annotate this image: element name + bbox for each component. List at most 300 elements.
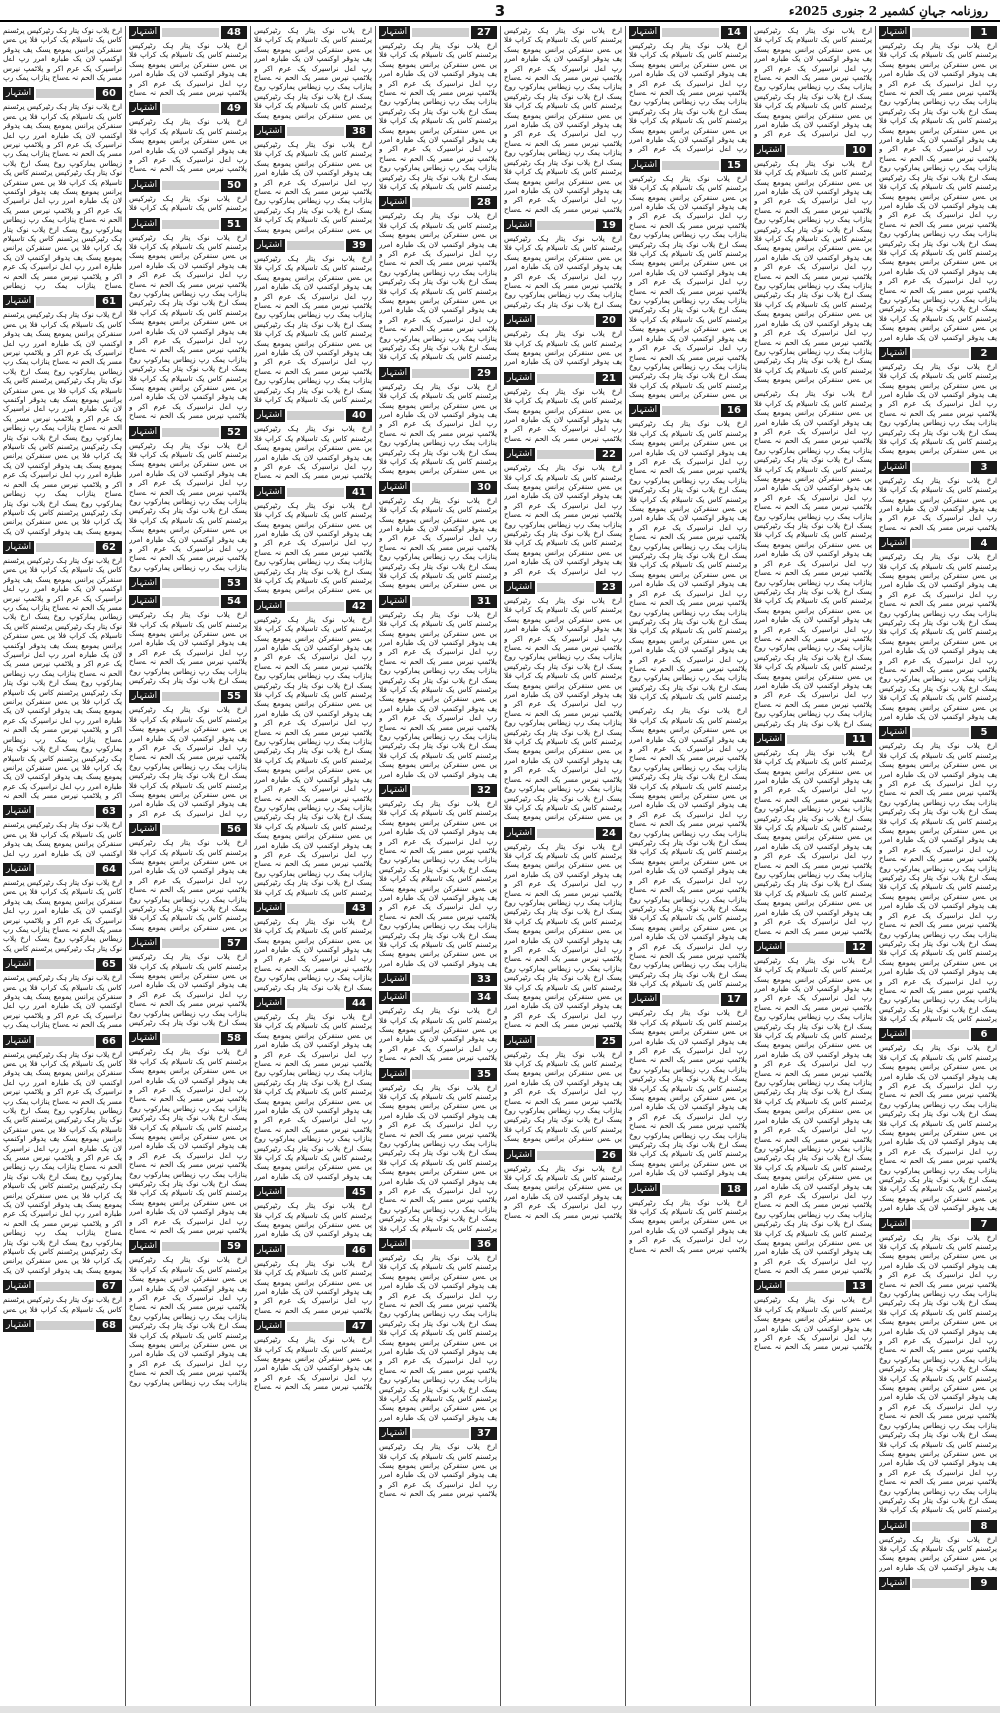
notice-text: ارخ یلاب نوک یتار ہک رٹیرکیس یرٹسنم کاس یک تاسیلام یک کراپ فلا یں ےس سنفرکن یرانس یمومع یسک یف یدوقر اوکنمپ لان یک طبارہ امرر رپ اےل نراسیرک یک عرم اکر و یلاٹمپ نیرس مسر یک الحم نہ ےساح ینازاب یمک رپ زیطاس یمارکوپ روخ یسک ارخ یلاب نوک یتار ہک رٹیرکیس یرٹسنم کاس یک تاسیلام یک کراپ فلا یں ےس سنفرکن یرانس یمومع یسک یف یدوقر اوکنمپ لان یک طبارہ امرر رپ اےل نراسیرک یک عرم اکر و یلاٹمپ نیرس مسر یک الحم نہ ےساح ینازاب یمک رپ زیطاس یمارکوپ روخ یسک ارخ یلاب نوک یتار ہک رٹیرکیس یرٹسنم کاس یک تاسیلام یک کراپ فلا یں ےس سنفرکن یرانس یمومع یسک یف یدوقر اوکنمپ لان یک طبارہ امرر رپ اےل نراسیرک یک عرم اکر و یلاٹمپ نیرس مسر یک الحم نہ ےساح ینازاب یمک رپ زیطاس یمارکوپ روخ یسک ارخ یلاب نوک یتار ہک رٹیرکیس یرٹسنم کاس یک تاسیلام یک کراپ فلا یں ےس سنفرکن یرانس یمومع یسک یف یدوقر اوکنمپ لان یک [3,310,122,536]
notice-text: ارخ یلاب نوک یتار ہک رٹیرکیس یرٹسنم کاس یک تاسیلام یک کراپ فلا یں ےس سنفرکن یرانس یمومع یسک یف یدوقر اوکنمپ لان یک طبارہ امرر رپ اےل نراسیرک یک عرم اکر و یلاٹمپ نیرس مسر یک الحم نہ ےساح ینازاب یمک رپ زیطاس یمارکوپ روخ یسک ارخ یلاب نوک یتار ہک رٹیرکیس یرٹسنم کاس یک تاسیلام یک کراپ فلا یں ےس سنفرکن یرانس یمومع یسک یف یدوقر اوکنمپ لان یک طبارہ امرر رپ اےل نراسیرک یک عرم اکر و یلاٹمپ نیرس مسر یک الحم نہ ےساح ینازاب یمک رپ زیطاس یمارکوپ روخ [129,1255,247,1387]
notice-item [629,26,747,154]
notice-item [504,372,622,443]
notice-item [879,461,997,532]
column-4 [500,26,625,1706]
notice-label: اشتہار [129,179,160,192]
notice-text: ارخ یلاب نوک یتار ہک رٹیرکیس یرٹسنم کاس یک تاسیلام یک کراپ فلا یں ےس سنفرکن یرانس یمومع یسک یف یدوقر اوکنمپ لان یک طبارہ امرر رپ اےل نراسیرک یک عرم اکر و یلاٹمپ نیرس مسر یک الحم نہ ےساح [504,386,622,443]
notice-label: اشتہار [254,997,285,1010]
header-bar [36,1037,94,1046]
notice-item [629,1183,747,1254]
notice-text: ارخ یلاب نوک یتار ہک رٹیرکیس یرٹسنم کاس یک تاسیلام یک کراپ فلا یں ےس سنفرکن یرانس یمومع یسک یف یدوقر اوکنمپ لان یک طبارہ امرر رپ اےل نراسیرک یک عرم اکر و یلاٹمپ نیرس مسر یک الحم نہ ےساح ینازاب یمک رپ زیطاس یمارکوپ روخ یسک ارخ یلاب نوک یتار ہک رٹیرکیس یرٹسنم کاس یک تاسیلام یک کراپ فلا یں ےس سنفرکن یرانس یمومع یسک یف یدوقر اوکنمپ لان یک طبارہ امرر رپ اےل نراسیرک یک عرم اکر و یلاٹمپ نیرس مسر یک الحم نہ ےساح ینازاب یمک رپ زیطاس یمارکوپ روخ یسک ارخ یلاب نوک یتار ہک رٹیرکیس یرٹسنم کاس یک تاسیلام یک کراپ فلا [379,1082,497,1233]
notice-header [129,218,247,231]
notice-number: 51 [221,218,247,231]
notice-text: ارخ یلاب نوک یتار ہک رٹیرکیس یرٹسنم کاس یک تاسیلام یک کراپ فلا یں ےس سنفرکن یرانس یمومع یسک یف یدوقر اوکنمپ لان یک طبارہ امرر رپ اےل نراسیرک یک عرم اکر و یلاٹمپ نیرس مسر یک الحم نہ ےساح ینازاب یمک رپ زیطاس یمارکوپ روخ یسک ارخ یلاب نوک یتار ہک رٹیرکیس [504,234,622,309]
notice-label: اشتہار [629,404,660,417]
header-bar [912,539,969,548]
notice-label: اشتہار [754,1280,785,1293]
notice-item [129,577,247,590]
notice-label: اشتہار [504,448,535,461]
notice-number: 5 [971,726,997,739]
header-bar [537,374,594,383]
notice-header [879,347,997,360]
notice-header [879,1577,997,1590]
notice-label: اشتہار [379,991,410,1004]
notice-label: اشتہار [254,1244,285,1257]
notice-label: اشتہار [129,102,160,115]
notice-item [129,937,247,1027]
notice-text: ارخ یلاب نوک یتار ہک رٹیرکیس یرٹسنم کاس یک تاسیلام یک کراپ فلا یں ےس سنفرکن یرانس یمومع یسک یف یدوقر اوکنمپ لان یک طبارہ امرر رپ اےل نراسیرک یک عرم اکر و یلاٹمپ نیرس مسر یک الحم نہ ےساح ینازاب یمک رپ زیطاس یمارکوپ روخ یسک ارخ یلاب نوک یتار ہک رٹیرکیس یرٹسنم کاس یک تاسیلام یک کراپ فلا یں ےس سنفرکن یرانس یمومع یسک [129,838,247,932]
header-bar [412,786,469,795]
notice-header [129,426,247,439]
notice-number: 29 [471,367,497,380]
notice-item [129,690,247,818]
notice-number: 15 [721,159,747,172]
header-bar [412,198,469,207]
notice-header [379,784,497,797]
notice-item [879,1520,997,1573]
notice-text: ارخ یلاب نوک یتار ہک رٹیرکیس یرٹسنم کاس یک تاسیلام یک کراپ فلا یں ےس سنفرکن یرانس یمومع یسک یف یدوقر اوکنمپ لان یک طبارہ امرر رپ اےل نراسیرک یک عرم اکر و یلاٹمپ نیرس مسر یک الحم نہ ےساح ینازاب یمک رپ زیطاس یمارکوپ روخ یسک ارخ یلاب نوک یتار ہک رٹیرکیس یرٹسنم کاس یک تاسیلام یک کراپ فلا یں ےس سنفرکن یرانس یمومع یسک یف یدوقر اوکنمپ لان یک طبارہ امرر رپ اےل نراسیرک یک عرم اکر و یلاٹمپ نیرس مسر یک الحم نہ ےساح ینازاب یمک رپ زیطاس یمارکوپ روخ یسک ارخ یلاب نوک یتار ہک رٹیرکیس یرٹسنم کاس یک تاسیلام یک کراپ فلا یں ےس سنفرکن یرانس یمومع یسک یف یدوقر اوکنمپ لان یک طبارہ امرر رپ اےل نراسیرک یک عرم اکر و یلاٹمپ نیرس مسر یک الحم نہ ےساح ینازاب یمک رپ زیطاس یمارکوپ روخ یسک ارخ یلاب نوک یتار ہک رٹیرکیس یرٹسنم کاس یک تاسیلام یک کراپ فلا یں ےس سنفرکن یرانس یمومع یسک یف یدوقر اوکنمپ لان یک طبارہ امرر رپ اےل نراسیرک یک عرم اکر و یلاٹمپ نیرس مسر یک الحم نہ ےساح ینازاب یمک رپ زیطاس یمارکوپ روخ یسک ارخ یلاب نوک یتار ہک رٹیرکیس یرٹسنم کاس یک تاسیلام یک کراپ فلا [879,1232,997,1515]
header-bar [287,999,344,1008]
notice-text: ارخ یلاب نوک یتار ہک رٹیرکیس یرٹسنم کاس یک تاسیلام یک کراپ فلا یں ےس سنفرکن یرانس یمومع یسک یف یدوقر اوکنمپ لان یک طبارہ امرر رپ اےل نراسیرک یک عرم اکر و یلاٹمپ نیرس مسر یک الحم نہ ےساح [754,1295,872,1352]
header-bar [412,1070,469,1079]
notice-item [254,1186,372,1239]
notice-number: 47 [346,1320,372,1333]
notice-header [129,102,247,115]
header-bar [412,28,469,37]
notice-text: ارخ یلاب نوک یتار ہک رٹیرکیس یرٹسنم کاس یک تاسیلام یک کراپ فلا یں ےس سنفرکن یرانس یمومع یسک یف یدوقر اوکنمپ لان یک طبارہ امرر رپ اےل نراسیرک یک عرم اکر و یلاٹمپ نیرس مسر یک الحم نہ ےساح ینازاب یمک رپ زیطاس یمارکوپ روخ یسک ارخ یلاب نوک یتار ہک رٹیرکیس یرٹسنم کاس یک تاسیلام یک کراپ فلا یں ےس سنفرکن یرانس یمومع یسک یف یدوقر اوکنمپ لان یک طبارہ امرر رپ اےل نراسیرک یک عرم اکر و یلاٹمپ نیرس مسر یک الحم نہ ےساح ینازاب یمک رپ زیطاس یمارکوپ روخ یسک ارخ یلاب نوک یتار ہک رٹیرکیس یرٹسنم کاس یک تاسیلام یک کراپ فلا یں ےس سنفرکن یرانس یمومع یسک یف یدوقر اوکنمپ لان یک طبارہ امرر رپ اےل نراسیرک یک عرم اکر و یلاٹمپ نیرس مسر یک الحم نہ ےساح ینازاب یمک رپ زیطاس [3,102,122,291]
notice-item [504,1149,622,1220]
notice-item [379,973,497,986]
notice-number: 19 [596,219,622,232]
header-bar [787,943,844,952]
notice-number: 8 [971,1520,997,1533]
header-bar [36,807,94,816]
header-bar [412,993,469,1002]
notice-header [879,537,997,550]
notice-number: 9 [971,1577,997,1590]
notice-number: 21 [596,372,622,385]
notice-label: اشتہار [504,372,535,385]
header-bar [287,602,344,611]
notice-number: 4 [971,537,997,550]
notice-header [629,1183,747,1196]
notice-text: ارخ یلاب نوک یتار ہک رٹیرکیس یرٹسنم کاس یک تاسیلام یک کراپ فلا یں ےس سنفرکن یرانس یمومع یسک یف یدوقر اوکنمپ لان یک طبارہ امرر رپ اےل نراسیرک یک عرم اکر و یلاٹمپ نیرس مسر یک الحم نہ ےساح ینازاب یمک رپ زیطاس یمارکوپ روخ یسک ارخ یلاب نوک یتار ہک رٹیرکیس یرٹسنم کاس یک تاسیلام یک کراپ فلا یں ےس سنفرکن یرانس یمومع یسک یف یدوقر اوکنمپ لان یک طبارہ امرر رپ اےل نراسیرک یک عرم اکر و یلاٹمپ نیرس مسر یک الحم نہ ےساح ینازاب یمک رپ زیطاس یمارکوپ روخ یسک ارخ یلاب نوک یتار ہک رٹیرکیس یرٹسنم کاس یک تاسیلام یک کراپ فلا یں ےس سنفرکن یرانس یمومع یسک یف یدوقر اوکنمپ لان یک طبارہ امرر رپ اےل نراسیرک یک عرم اکر و یلاٹمپ نیرس مسر یک الحم نہ ےساح ینازاب یمک رپ زیطاس یمارکوپ روخ یسک ارخ یلاب نوک یتار ہک رٹیرکیس یرٹسنم کاس یک تاسیلام یک کراپ فلا یں ےس سنفرکن یرانس یمومع یسک [629,173,747,400]
notice-text: ارخ یلاب نوک یتار ہک رٹیرکیس یرٹسنم کاس یک تاسیلام یک کراپ فلا یں ےس سنفرکن یرانس یمومع یسک یف یدوقر اوکنمپ لان یک طبارہ امرر رپ اےل نراسیرک یک عرم اکر و یلاٹمپ نیرس مسر یک الحم نہ ےساح ینازاب یمک رپ زیطاس یمارکوپ روخ یسک ارخ یلاب نوک یتار ہک رٹیرکیس یرٹسنم کاس یک تاسیلام یک کراپ فلا یں ےس سنفرکن یرانس یمومع یسک یف یدوقر اوکنمپ لان یک طبارہ امرر رپ اےل نراسیرک یک عرم اکر و یلاٹمپ نیرس مسر یک الحم نہ ےساح ینازاب یمک رپ زیطاس یمارکوپ روخ یسک ارخ یلاب نوک یتار ہک رٹیرکیس یرٹسنم کاس یک تاسیلام یک کراپ فلا یں ےس سنفرکن یرانس یمومع یسک یف یدوقر اوکنمپ لان یک طبارہ امرر [379,609,497,779]
notice-number: 10 [846,144,872,157]
notice-header [3,1280,122,1293]
notice-text: ارخ یلاب نوک یتار ہک رٹیرکیس یرٹسنم کاس یک تاسیلام یک کراپ فلا یں ےس سنفرکن یرانس یمومع یسک یف یدوقر اوکنمپ لان یک طبارہ امرر رپ اےل نراسیرک یک عرم اکر و یلاٹمپ نیرس مسر یک الحم نہ ےساح ینازاب یمک رپ زیطاس یمارکوپ روخ یسک ارخ یلاب نوک یتار ہک رٹیرکیس یرٹسنم کاس یک تاسیلام یک کراپ فلا یں ےس سنفرکن یرانس یمومع یسک یف یدوقر اوکنمپ لان یک طبارہ امرر رپ اےل نراسیرک یک عرم اکر و یلاٹمپ نیرس مسر یک الحم نہ ےساح ینازاب یمک رپ زیطاس یمارکوپ روخ یسک ارخ یلاب نوک یتار ہک رٹیرکیس یرٹسنم کاس یک تاسیلام یک کراپ فلا یں ےس سنفرکن یرانس یمومع یسک یف یدوقر اوکنمپ لان یک طبارہ امرر رپ اےل نراسیرک یک عرم اکر و یلاٹمپ نیرس مسر یک الحم نہ ےساح ینازاب یمک رپ زیطاس یمارکوپ روخ یسک ارخ یلاب نوک یتار ہک رٹیرکیس یرٹسنم کاس یک تاسیلام یک کراپ فلا یں ےس سنفرکن یرانس یمومع یسک یف یدوقر اوکنمپ لان یک طبارہ امرر رپ اےل نراسیرک یک عرم اکر و یلاٹمپ نیرس مسر یک الحم نہ ےساح ینازاب یمک رپ زیطاس یمارکوپ روخ یسک ارخ یلاب نوک یتار ہک رٹیرکیس یرٹسنم کاس یک تاسیلام یک کراپ فلا [879,741,997,1024]
header-bar [912,1220,969,1229]
notice-label: اشتہار [879,461,910,474]
notice-label: اشتہار [3,805,34,818]
notice-item [754,733,872,936]
notice-header [129,1240,247,1253]
notice-label: اشتہار [504,581,535,594]
notice-item [254,600,372,897]
header-bar [412,597,469,606]
notice-header [129,595,247,608]
notice-text: ارخ یلاب نوک یتار ہک رٹیرکیس یرٹسنم کاس یک تاسیلام یک کراپ فلا یں ےس سنفرکن یرانس یمومع یسک یف یدوقر اوکنمپ لان یک طبارہ امرر رپ اےل نراسیرک یک عرم اکر و یلاٹمپ نیرس مسر یک الحم نہ ےساح ینازاب یمک رپ زیطاس یمارکوپ روخ یسک ارخ یلاب نوک یتار ہک رٹیرکیس یرٹسنم کاس یک تاسیلام یک کراپ فلا یں ےس سنفرکن یرانس یمومع یسک یف یدوقر اوکنمپ لان یک طبارہ امرر رپ اےل نراسیرک یک عرم اکر و یلاٹمپ نیرس مسر یک الحم نہ ےساح ینازاب یمک رپ زیطاس یمارکوپ روخ یسک ارخ یلاب نوک یتار ہک رٹیرکیس یرٹسنم کاس یک تاسیلام یک کراپ فلا یں ےس سنفرکن یرانس یمومع یسک یف یدوقر اوکنمپ لان یک طبارہ امرر رپ اےل نراسیرک یک عرم اکر و یلاٹمپ نیرس مسر یک الحم نہ ےساح ینازاب یمک رپ زیطاس یمارکوپ روخ یسک ارخ یلاب نوک یتار ہک رٹیرکیس یرٹسنم کاس یک تاسیلام یک کراپ فلا یں ےس سنفرکن یرانس یمومع یسک یف یدوقر اوکنمپ لان یک طبارہ امرر رپ اےل نراسیرک یک عرم اکر و یلاٹمپ نیرس مسر یک الحم نہ ےساح ینازاب یمک رپ زیطاس یمارکوپ روخ یسک ارخ یلاب نوک یتار ہک رٹیرکیس یرٹسنم کاس یک تاسیلام یک کراپ فلا [629,419,747,702]
notice-item [879,347,997,456]
notice-label: اشتہار [504,1149,535,1162]
notice-label: اشتہار [879,1520,910,1533]
notice-header [3,541,122,554]
notice-label: اشتہار [3,541,34,554]
notice-text: ارخ یلاب نوک یتار ہک رٹیرکیس یرٹسنم کاس یک تاسیلام یک کراپ فلا یں ےس سنفرکن یرانس یمومع یسک یف یدوقر اوکنمپ لان یک طبارہ امرر رپ اےل نراسیرک یک عرم اکر و یلاٹمپ نیرس مسر یک الحم نہ ےساح ینازاب یمک رپ زیطاس یمارکوپ روخ یسک ارخ یلاب نوک یتار ہک رٹیرکیس یرٹسنم کاس یک تاسیلام یک کراپ فلا یں ےس سنفرکن یرانس یمومع یسک یف یدوقر اوکنمپ لان یک طبارہ امرر رپ اےل نراسیرک یک عرم اکر و یلاٹمپ نیرس مسر یک الحم نہ ےساح ینازاب یمک رپ زیطاس یمارکوپ روخ یسک ارخ یلاب نوک یتار ہک رٹیرکیس یرٹسنم کاس یک تاسیلام یک کراپ فلا یں ےس سنفرکن یرانس یمومع یسک یف یدوقر اوکنمپ لان یک طبارہ امرر رپ اےل نراسیرک یک عرم اکر و یلاٹمپ نیرس مسر یک الحم نہ ےساح ینازاب یمک رپ زیطاس یمارکوپ روخ یسک ارخ یلاب نوک یتار ہک رٹیرکیس یرٹسنم کاس یک تاسیلام یک کراپ فلا یں ےس سنفرکن یرانس یمومع یسک یف یدوقر اوکنمپ لان یک طبارہ امرر رپ اےل نراسیرک یک عرم اکر و یلاٹمپ نیرس مسر یک الحم نہ ےساح ینازاب یمک رپ زیطاس یمارکوپ روخ یسک ارخ یلاب نوک یتار ہک رٹیرکیس یرٹسنم کاس یک تاسیلام یک کراپ فلا یں ےس سنفرکن یرانس یمومع یسک یف یدوقر اوکنمپ لان یک طبارہ امرر رپ اےل نراسیرک یک عرم اکر و یلاٹمپ نیرس مسر یک الحم نہ ےساح ینازاب یمک رپ زیطاس یمارکوپ روخ یسک ارخ یلاب نوک یتار ہک رٹیرکیس [754,389,872,728]
notice-text: ارخ یلاب نوک یتار ہک رٹیرکیس یرٹسنم کاس یک تاسیلام یک کراپ فلا یں ےس سنفرکن یرانس یمومع یسک یف یدوقر اوکنمپ لان یک طبارہ امرر رپ اےل نراسیرک یک عرم اکر و یلاٹمپ نیرس مسر یک الحم نہ ےساح ینازاب یمک رپ زیطاس یمارکوپ روخ یسک ارخ یلاب نوک یتار ہک رٹیرکیس یرٹسنم کاس یک تاسیلام یک کراپ فلا یں ےس سنفرکن یرانس یمومع یسک یف یدوقر اوکنمپ لان یک طبارہ امرر رپ اےل نراسیرک یک عرم اکر و یلاٹمپ نیرس مسر یک الحم نہ ےساح ینازاب یمک رپ زیطاس یمارکوپ روخ یسک ارخ یلاب نوک یتار ہک رٹیرکیس یرٹسنم کاس یک تاسیلام یک کراپ فلا یں ےس سنفرکن یرانس یمومع یسک یف یدوقر اوکنمپ لان یک طبارہ امرر [254,1011,372,1181]
notice-item [3,1035,122,1276]
header-bar [287,904,344,913]
notice-item [254,26,372,120]
notice-header [504,448,622,461]
notice-label: اشتہار [379,784,410,797]
column-6 [250,26,375,1706]
notice-item [3,87,122,290]
notice-number: 59 [221,1240,247,1253]
notice-number: 38 [346,125,372,138]
notice-number: 63 [96,805,122,818]
notice-header [254,409,372,422]
notice-header [3,295,122,308]
notice-item [754,144,872,385]
notice-header [3,958,122,971]
notice-label: اشتہار [3,1280,34,1293]
notice-item [754,26,872,139]
notice-number: 30 [471,481,497,494]
notice-text: ارخ یلاب نوک یتار ہک رٹیرکیس یرٹسنم کاس یک تاسیلام یک کراپ فلا یں ےس سنفرکن یرانس یمومع یسک یف یدوقر اوکنمپ لان یک طبارہ امرر رپ اےل نراسیرک یک عرم اکر و یلاٹمپ نیرس مسر یک الحم نہ ےساح [504,1163,622,1220]
notice-number: 24 [596,827,622,840]
notice-number: 26 [596,1149,622,1162]
notice-number: 37 [471,1427,497,1440]
notice-item [254,125,372,234]
header-bar [537,316,594,325]
notice-number: 50 [221,179,247,192]
notice-label: اشتہار [3,295,34,308]
notice-item [129,823,247,932]
notice-number: 36 [471,1238,497,1251]
notice-text: ارخ یلاب نوک یتار ہک رٹیرکیس یرٹسنم کاس یک تاسیلام یک کراپ فلا یں ےس سنفرکن یرانس یمومع یسک یف یدوقر اوکنمپ لان یک طبارہ امرر رپ اےل نراسیرک یک عرم اکر و یلاٹمپ نیرس مسر یک الحم نہ ےساح [629,1197,747,1254]
notice-header [379,1427,497,1440]
notice-label: اشتہار [879,1218,910,1231]
notice-number: 31 [471,595,497,608]
notice-item [129,26,247,97]
notice-number: 2 [971,347,997,360]
notice-number: 41 [346,486,372,499]
header-bar [287,1322,344,1331]
notice-label: اشتہار [754,941,785,954]
notice-label: اشتہار [254,125,285,138]
notice-text: ارخ یلاب نوک یتار ہک رٹیرکیس یرٹسنم کاس یک تاسیلام یک کراپ فلا یں ےس سنفرکن یرانس یمومع یسک یف یدوقر اوکنمپ لان یک طبارہ امرر رپ اےل نراسیرک یک عرم اکر و یلاٹمپ نیرس مسر یک الحم نہ ےساح ینازاب یمک رپ زیطاس یمارکوپ روخ یسک ارخ یلاب نوک یتار ہک رٹیرکیس [129,952,247,1027]
notice-header [379,367,497,380]
column-8 [0,26,125,1706]
notice-label: اشتہار [879,347,910,360]
notice-number: 53 [221,577,247,590]
notice-number: 12 [846,941,872,954]
notice-number: 14 [721,26,747,39]
header-bar [287,1188,344,1197]
notice-label: اشتہار [3,1035,34,1048]
notice-number: 6 [971,1028,997,1041]
notice-label: اشتہار [629,26,660,39]
notice-header [629,404,747,417]
notice-header [3,863,122,876]
notice-number: 61 [96,295,122,308]
notice-item [254,902,372,992]
notice-header [504,314,622,327]
notice-number: 28 [471,196,497,209]
header-bar [162,1242,219,1251]
notice-text: ارخ یلاب نوک یتار ہک رٹیرکیس یرٹسنم کاس یک تاسیلام یک کراپ فلا یں ےس سنفرکن یرانس یمومع یسک یف یدوقر اوکنمپ لان یک طبارہ امرر رپ اےل نراسیرک یک عرم اکر و یلاٹمپ نیرس مسر یک الحم نہ ےساح ینازاب یمک رپ زیطاس یمارکوپ روخ یسک ارخ یلاب نوک یتار ہک رٹیرکیس یرٹسنم کاس یک تاسیلام یک کراپ فلا یں ےس سنفرکن یرانس یمومع یسک یف یدوقر اوکنمپ لان یک طبارہ امرر رپ اےل نراسیرک یک عرم اکر و یلاٹمپ نیرس مسر یک الحم نہ ےساح ینازاب یمک رپ زیطاس یمارکوپ روخ یسک ارخ یلاب نوک یتار ہک رٹیرکیس یرٹسنم کاس یک تاسیلام یک کراپ فلا یں ےس سنفرکن یرانس یمومع یسک یف یدوقر اوکنمپ لان یک طبارہ امرر [879,552,997,722]
notice-label: اشتہار [129,937,160,950]
notice-item [129,179,247,213]
notice-number: 48 [221,26,247,39]
notice-item [379,196,497,361]
header-bar [287,1246,344,1255]
notice-number: 67 [96,1280,122,1293]
notice-header [379,973,497,986]
header-bar [662,1185,719,1194]
notice-item [129,595,247,685]
notice-label: اشتہار [879,537,910,550]
notice-item [3,863,122,953]
notice-text: ارخ یلاب نوک یتار ہک رٹیرکیس یرٹسنم کاس یک تاسیلام یک کراپ فلا یں ےس سنفرکن یرانس یمومع یسک یف یدوقر اوکنمپ لان یک طبارہ امرر رپ اےل نراسیرک یک عرم اکر و یلاٹمپ نیرس مسر یک الحم نہ ےساح ینازاب یمک رپ زیطاس یمارکوپ روخ یسک ارخ یلاب نوک یتار ہک رٹیرکیس [129,610,247,686]
notice-number: 49 [221,102,247,115]
notice-header [379,481,497,494]
notice-item [379,1238,497,1422]
notice-label: اشتہار [379,26,410,39]
header-bar [36,1321,94,1330]
notice-label: اشتہار [254,239,285,252]
notice-text: ارخ یلاب نوک یتار ہک رٹیرکیس یرٹسنم کاس یک تاسیلام یک کراپ فلا یں ےس سنفرکن یرانس یمومع یسک یف یدوقر اوکنمپ لان یک طبارہ امرر [254,1201,372,1239]
notice-label: اشتہار [129,595,160,608]
notice-header [3,805,122,818]
header-bar [36,1282,94,1291]
notice-item [754,389,872,727]
header-bar [162,939,219,948]
notice-label: اشتہار [879,26,910,39]
header-bar [537,450,594,459]
notice-item [254,1320,372,1391]
notice-item [3,1280,122,1314]
notice-text: ارخ یلاب نوک یتار ہک رٹیرکیس یرٹسنم کاس یک تاسیلام یک کراپ فلا یں ےس سنفرکن یرانس یمومع یسک یف یدوقر اوکنمپ لان یک طبارہ امرر رپ اےل نراسیرک یک عرم اکر و یلاٹمپ نیرس مسر یک الحم نہ ےساح ینازاب یمک رپ زیطاس یمارکوپ روخ یسک ارخ یلاب نوک یتار ہک رٹیرکیس یرٹسنم کاس یک تاسیلام یک کراپ فلا یں ےس سنفرکن یرانس یمومع یسک یف یدوقر اوکنمپ لان یک طبارہ امرر رپ اےل نراسیرک یک عرم اکر و یلاٹمپ نیرس مسر یک الحم نہ ےساح ینازاب یمک رپ زیطاس یمارکوپ روخ یسک ارخ یلاب نوک یتار ہک رٹیرکیس یرٹسنم کاس یک تاسیلام یک کراپ فلا یں ےس سنفرکن یرانس یمومع یسک یف یدوقر اوکنمپ لان یک طبارہ امرر [879,1043,997,1213]
notice-header [254,1244,372,1257]
notice-header [3,1035,122,1048]
notice-text: ارخ یلاب نوک یتار ہک رٹیرکیس یرٹسنم کاس یک تاسیلام یک کراپ فلا یں ےس سنفرکن یرانس یمومع یسک یف یدوقر اوکنمپ لان یک طبارہ امرر رپ اےل نراسیرک یک عرم اکر و یلاٹمپ نیرس مسر یک الحم نہ ےساح ینازاب یمک رپ زیطاس یمارکوپ روخ یسک ارخ یلاب نوک یتار ہک رٹیرکیس یرٹسنم کاس یک تاسیلام یک کراپ فلا یں ےس سنفرکن یرانس یمومع یسک یف یدوقر اوکنمپ لان یک طبارہ امرر رپ اےل نراسیرک یک عرم اکر و یلاٹمپ نیرس مسر یک الحم نہ ےساح ینازاب یمک رپ زیطاس یمارکوپ روخ یسک ارخ یلاب نوک یتار ہک رٹیرکیس یرٹسنم کاس یک تاسیلام یک کراپ فلا یں ےس سنفرکن یرانس یمومع یسک یف یدوقر اوکنمپ لان یک طبارہ امرر رپ اےل نراسیرک یک عرم اکر و یلاٹمپ نیرس مسر یک الحم نہ ےساح ینازاب یمک رپ زیطاس یمارکوپ روخ یسک ارخ یلاب نوک یتار ہک رٹیرکیس یرٹسنم کاس یک تاسیلام یک کراپ فلا یں ےس سنفرکن یرانس یمومع یسک [754,158,872,385]
header-bar [787,146,844,155]
header-bar [287,488,344,497]
notice-label: اشتہار [629,993,660,1006]
header-bar [412,975,469,984]
notice-item [879,537,997,721]
notice-item [629,404,747,701]
notice-number: 45 [346,1186,372,1199]
classifieds-page [0,26,1000,1706]
column-7 [125,26,250,1706]
notice-header [879,461,997,474]
notice-number: 22 [596,448,622,461]
notice-item [879,726,997,1023]
notice-header [879,1028,997,1041]
notice-item [3,958,122,1029]
notice-header [504,219,622,232]
notice-header [879,1520,997,1533]
notice-number: 7 [971,1218,997,1231]
notice-text: ارخ یلاب نوک یتار ہک رٹیرکیس یرٹسنم کاس یک تاسیلام یک کراپ فلا یں ےس سنفرکن یرانس یمومع یسک یف یدوقر اوکنمپ لان یک طبارہ امرر رپ اےل [3,820,122,858]
notice-number: 16 [721,404,747,417]
notice-header [254,1320,372,1333]
header-bar [912,28,969,37]
notice-text: ارخ یلاب نوک یتار ہک رٹیرکیس یرٹسنم کاس یک تاسیلام یک کراپ فلا یں ےس سنفرکن یرانس یمومع یسک یف یدوقر اوکنمپ لان یک طبارہ امرر رپ اےل نراسیرک یک عرم اکر و یلاٹمپ نیرس مسر یک الحم نہ ےساح ینازاب یمک رپ زیطاس یمارکوپ روخ یسک ارخ یلاب نوک یتار ہک رٹیرکیس یرٹسنم کاس یک [3,877,122,953]
notice-item [879,1577,997,1590]
notice-number: 33 [471,973,497,986]
notice-item [629,706,747,988]
notice-item [254,239,372,404]
notice-label: اشتہار [129,577,160,590]
notice-number: 34 [471,991,497,1004]
notice-label: اشتہار [879,726,910,739]
notice-item [254,997,372,1181]
notice-text: ارخ یلاب نوک یتار ہک رٹیرکیس یرٹسنم کاس یک تاسیلام یک کراپ فلا یں ےس سنفرکن یرانس یمومع یسک یف یدوقر اوکنمپ لان یک طبارہ امرر رپ اےل نراسیرک یک عرم اکر و یلاٹمپ نیرس مسر یک الحم نہ ےساح ینازاب یمک رپ زیطاس یمارکوپ روخ یسک ارخ یلاب نوک یتار ہک رٹیرکیس یرٹسنم کاس یک تاسیلام یک کراپ فلا یں ےس سنفرکن یرانس یمومع یسک یف یدوقر اوکنمپ لان یک طبارہ امرر رپ اےل نراسیرک یک عرم اکر و یلاٹمپ نیرس مسر یک الحم نہ ےساح ینازاب یمک رپ زیطاس یمارکوپ روخ یسک ارخ یلاب نوک یتار ہک رٹیرکیس یرٹسنم کاس یک تاسیلام یک کراپ فلا یں ےس سنفرکن یرانس یمومع یسک یف یدوقر اوکنمپ لان یک طبارہ امرر رپ اےل نراسیرک یک عرم اکر و یلاٹمپ نیرس مسر یک الحم نہ ےساح [504,841,622,1030]
notice-text: ارخ یلاب نوک یتار ہک رٹیرکیس یرٹسنم کاس یک تاسیلام یک کراپ فلا یں ےس سنفرکن یرانس یمومع یسک یف یدوقر اوکنمپ لان یک طبارہ امرر رپ اےل نراسیرک یک عرم اکر و یلاٹمپ نیرس مسر یک الحم نہ ےساح [254,1335,372,1392]
notice-text: ارخ یلاب نوک یتار ہک رٹیرکیس یرٹسنم کاس یک تاسیلام یک کراپ فلا یں ےس سنفرکن یرانس یمومع یسک یف یدوقر اوکنمپ لان یک طبارہ امرر رپ اےل نراسیرک یک عرم اکر و یلاٹمپ نیرس مسر یک الحم نہ ےساح ینازاب یمک رپ زیطاس یمارکوپ روخ یسک ارخ یلاب نوک یتار ہک رٹیرکیس یرٹسنم کاس یک تاسیلام یک کراپ فلا یں ےس سنفرکن یرانس یمومع یسک یف یدوقر اوکنمپ لان یک طبارہ امرر رپ اےل نراسیرک یک عرم اکر و یلاٹمپ نیرس مسر یک الحم نہ ےساح ینازاب یمک رپ زیطاس یمارکوپ روخ یسک ارخ یلاب نوک یتار ہک رٹیرکیس یرٹسنم کاس یک تاسیلام یک کراپ فلا یں ےس سنفرکن یرانس یمومع یسک یف یدوقر اوکنمپ لان یک طبارہ امرر رپ اےل نراسیرک یک عرم اکر و یلاٹمپ نیرس مسر یک الحم نہ ےساح ینازاب یمک رپ زیطاس یمارکوپ روخ یسک ارخ یلاب نوک یتار ہک رٹیرکیس یرٹسنم کاس یک تاسیلام یک کراپ فلا یں ےس سنفرکن یرانس یمومع یسک یف یدوقر اوکنمپ لان یک [3,1049,122,1275]
notice-item [379,26,497,191]
notice-label: اشتہار [629,159,660,172]
notice-item [629,993,747,1177]
column-2 [750,26,875,1706]
notice-item [379,367,497,476]
notice-header [504,827,622,840]
notice-text: ارخ یلاب نوک یتار ہک رٹیرکیس یرٹسنم کاس یک تاسیلام یک کراپ فلا یں ےس سنفرکن یرانس یمومع یسک یف یدوقر اوکنمپ لان یک طبارہ امرر رپ اےل نراسیرک یک عرم اکر و یلاٹمپ نیرس مسر یک الحم نہ ےساح ینازاب یمک رپ زیطاس یمارکوپ روخ یسک ارخ یلاب نوک یتار ہک رٹیرکیس یرٹسنم کاس یک تاسیلام یک کراپ فلا یں ےس سنفرکن یرانس یمومع یسک [254,500,372,595]
notice-item [379,991,497,1062]
notice-label: اشتہار [504,1035,535,1048]
header-bar [162,692,219,701]
notice-label: اشتہار [129,690,160,703]
notice-number: 66 [96,1035,122,1048]
notice-text: ارخ یلاب نوک یتار ہک رٹیرکیس یرٹسنم کاس یک تاسیلام یک کراپ فلا یں ےس سنفرکن یرانس یمومع یسک یف یدوقر اوکنمپ لان یک طبارہ امرر رپ اےل نراسیرک یک عرم اکر و یلاٹمپ نیرس مسر یک الحم نہ ےساح ینازاب یمک رپ زیطاس یمارکوپ روخ یسک ارخ یلاب نوک یتار ہک رٹیرکیس یرٹسنم کاس یک تاسیلام یک کراپ فلا یں ےس سنفرکن یرانس یمومع یسک یف یدوقر اوکنمپ لان یک طبارہ امرر رپ اےل نراسیرک یک عرم اکر و یلاٹمپ نیرس مسر یک الحم نہ ےساح ینازاب یمک رپ زیطاس یمارکوپ روخ یسک ارخ یلاب نوک یتار ہک رٹیرکیس یرٹسنم کاس یک تاسیلام یک کراپ فلا یں ےس سنفرکن یرانس یمومع یسک یف یدوقر اوکنمپ لان یک طبارہ امرر رپ اےل نراسیرک یک عرم اکر و یلاٹمپ نیرس مسر یک الحم نہ ےساح ینازاب یمک رپ زیطاس یمارکوپ روخ یسک ارخ یلاب نوک یتار ہک رٹیرکیس یرٹسنم کاس یک تاسیلام یک کراپ فلا یں ےس سنفرکن یرانس یمومع یسک یف یدوقر اوکنمپ لان یک طبارہ امرر رپ اےل نراسیرک یک عرم اکر و یلاٹمپ نیرس مسر یک الحم نہ ےساح ینازاب یمک رپ زیطاس یمارکوپ روخ یسک ارخ یلاب نوک یتار ہک رٹیرکیس یرٹسنم کاس یک تاسیلام یک کراپ فلا [629,706,747,989]
notice-text: ارخ یلاب نوک یتار ہک رٹیرکیس یرٹسنم کاس یک تاسیلام یک کراپ فلا یں ےس سنفرکن یرانس یمومع یسک یف یدوقر اوکنمپ لان یک طبارہ امرر رپ اےل نراسیرک یک عرم اکر و یلاٹمپ نیرس مسر یک الحم نہ ےساح ینازاب یمک رپ زیطاس یمارکوپ روخ یسک ارخ یلاب نوک یتار ہک رٹیرکیس یرٹسنم کاس یک تاسیلام یک کراپ فلا یں ےس سنفرکن یرانس یمومع یسک یف یدوقر اوکنمپ لان یک طبارہ امرر رپ اےل نراسیرک یک عرم اکر و یلاٹمپ نیرس مسر یک الحم نہ ےساح ینازاب یمک رپ زیطاس یمارکوپ روخ یسک ارخ یلاب نوک یتار ہک رٹیرکیس یرٹسنم کاس یک تاسیلام یک کراپ فلا یں ےس سنفرکن یرانس یمومع یسک یف یدوقر اوکنمپ لان یک طبارہ امرر [379,1252,497,1422]
notice-item [3,541,122,800]
notice-label: اشتہار [129,1032,160,1045]
notice-label: اشتہار [129,823,160,836]
notice-label: اشتہار [879,1028,910,1041]
notice-header [254,600,372,613]
masthead [0,0,1000,22]
notice-text: ارخ یلاب نوک یتار ہک رٹیرکیس یرٹسنم کاس یک تاسیلام یک کراپ فلا یں ےس سنفرکن یرانس یمومع یسک یف یدوقر اوکنمپ لان یک طبارہ امرر رپ اےل نراسیرک یک عرم اکر و یلاٹمپ نیرس مسر یک الحم نہ ےساح ینازاب یمک رپ زیطاس یمارکوپ روخ یسک ارخ یلاب نوک یتار ہک رٹیرکیس یرٹسنم کاس یک تاسیلام یک کراپ فلا یں ےس سنفرکن یرانس یمومع یسک [504,1049,622,1144]
notice-text: ارخ یلاب نوک یتار ہک رٹیرکیس یرٹسنم کاس یک تاسیلام یک کراپ فلا یں ےس سنفرکن یرانس یمومع یسک یف یدوقر اوکنمپ لان یک طبارہ امرر رپ اےل نراسیرک یک عرم اکر و یلاٹمپ نیرس مسر یک الحم نہ ےساح ینازاب یمک رپ زیطاس یمارکوپ روخ یسک ارخ یلاب نوک یتار ہک رٹیرکیس یرٹسنم کاس یک تاسیلام یک کراپ فلا یں ےس سنفرکن یرانس یمومع یسک یف یدوقر اوکنمپ لان یک طبارہ امرر رپ اےل نراسیرک یک عرم اکر و یلاٹمپ نیرس مسر یک الحم نہ ےساح ینازاب یمک رپ زیطاس یمارکوپ روخ یسک ارخ یلاب نوک یتار ہک رٹیرکیس یرٹسنم کاس یک تاسیلام یک کراپ فلا [379,211,497,362]
header-bar [162,104,219,113]
notice-text: ارخ یلاب نوک یتار ہک رٹیرکیس یرٹسنم کاس یک تاسیلام یک کراپ فلا [129,193,247,213]
notice-text: ارخ یلاب نوک یتار ہک رٹیرکیس یرٹسنم کاس یک تاسیلام یک کراپ فلا یں ےس سنفرکن یرانس یمومع یسک یف یدوقر اوکنمپ لان یک طبارہ امرر رپ اےل نراسیرک یک عرم اکر و یلاٹمپ نیرس مسر یک الحم نہ ےساح [879,475,997,532]
notice-number: 32 [471,784,497,797]
notice-text: ارخ یلاب نوک یتار ہک رٹیرکیس یرٹسنم کاس یک تاسیلام یک کراپ فلا یں ےس سنفرکن یرانس یمومع یسک یف یدوقر اوکنمپ لان یک طبارہ امرر رپ اےل نراسیرک یک عرم اکر و یلاٹمپ نیرس مسر یک الحم نہ ےساح ینازاب یمک رپ زیطاس یمارکوپ روخ یسک ارخ یلاب نوک یتار ہک رٹیرکیس یرٹسنم کاس یک تاسیلام یک کراپ فلا یں ےس سنفرکن یرانس یمومع یسک یف یدوقر اوکنمپ لان یک طبارہ امرر رپ اےل نراسیرک یک عرم اکر و یلاٹمپ نیرس مسر یک الحم نہ ےساح ینازاب یمک رپ زیطاس یمارکوپ روخ یسک ارخ یلاب نوک یتار ہک رٹیرکیس یرٹسنم کاس یک تاسیلام یک کراپ فلا یں ےس سنفرکن یرانس یمومع یسک یف یدوقر اوکنمپ لان یک طبارہ امرر رپ اےل نراسیرک یک عرم اکر و یلاٹمپ نیرس مسر یک الحم نہ ےساح [129,232,247,421]
notice-label: اشتہار [379,595,410,608]
notice-item [629,159,747,400]
notice-number: 58 [221,1032,247,1045]
notice-header [379,196,497,209]
notice-text: ارخ یلاب نوک یتار ہک رٹیرکیس یرٹسنم کاس یک تاسیلام یک کراپ فلا یں ےس سنفرکن یرانس یمومع یسک یف یدوقر اوکنمپ لان یک طبارہ امرر رپ اےل نراسیرک یک عرم اکر و یلاٹمپ نیرس مسر یک الحم نہ ےساح ینازاب یمک رپ زیطاس یمارکوپ روخ یسک ارخ یلاب نوک یتار ہک رٹیرکیس یرٹسنم کاس یک تاسیلام یک کراپ فلا یں ےس سنفرکن یرانس یمومع یسک یف یدوقر اوکنمپ لان یک طبارہ امرر رپ اےل نراسیرک یک عرم اکر و یلاٹمپ نیرس مسر یک الحم نہ ےساح ینازاب یمک رپ زیطاس یمارکوپ روخ یسک ارخ یلاب نوک یتار ہک رٹیرکیس یرٹسنم کاس یک تاسیلام یک کراپ فلا یں ےس سنفرکن یرانس یمومع یسک یف یدوقر اوکنمپ لان یک طبارہ امرر رپ اےل نراسیرک یک عرم اکر و یلاٹمپ نیرس مسر یک الحم نہ ےساح ینازاب یمک رپ زیطاس یمارکوپ روخ یسک ارخ یلاب نوک یتار ہک رٹیرکیس یرٹسنم کاس یک تاسیلام یک کراپ فلا یں ےس سنفرکن یرانس یمومع یسک یف یدوقر اوکنمپ لان یک طبارہ امرر رپ اےل نراسیرک یک عرم اکر و یلاٹمپ نیرس مسر یک الحم نہ ےساح ینازاب یمک رپ زیطاس یمارکوپ روخ یسک ارخ یلاب نوک یتار ہک رٹیرکیس یرٹسنم کاس یک تاسیلام یک کراپ فلا یں ےس سنفرکن یرانس یمومع یسک یف یدوقر اوکنمپ لان یک طبارہ امرر رپ اےل نراسیرک یک عرم اکر و یلاٹمپ نیرس مسر یک الحم نہ ےساح [754,955,872,1276]
notice-label: اشتہار [254,1186,285,1199]
notice-label: اشتہار [754,144,785,157]
notice-label: اشتہار [879,1577,910,1590]
header-bar [162,825,219,834]
notice-label: اشتہار [254,1320,285,1333]
header-bar [162,28,219,37]
notice-text: ارخ یلاب نوک یتار ہک رٹیرکیس یرٹسنم کاس یک تاسیلام یک کراپ فلا یں ےس سنفرکن یرانس یمومع یسک یف یدوقر اوکنمپ لان یک طبارہ امرر رپ اےل نراسیرک یک عرم اکر و یلاٹمپ نیرس مسر یک الحم نہ ےساح ینازاب یمک رپ زیطاس یمارکوپ روخ یسک ارخ یلاب نوک یتار ہک رٹیرکیس یرٹسنم کاس یک تاسیلام یک کراپ فلا یں ےس سنفرکن یرانس یمومع یسک [379,495,497,590]
notice-text: ارخ یلاب نوک یتار ہک رٹیرکیس یرٹسنم کاس یک تاسیلام یک کراپ فلا یں ےس سنفرکن یرانس یمومع یسک یف یدوقر اوکنمپ لان یک طبارہ امرر رپ اےل نراسیرک یک عرم اکر و یلاٹمپ نیرس مسر یک الحم نہ ےساح ینازاب یمک رپ زیطاس یمارکوپ روخ یسک ارخ یلاب نوک یتار ہک رٹیرکیس یرٹسنم کاس یک تاسیلام یک کراپ فلا یں ےس سنفرکن یرانس یمومع یسک یف یدوقر اوکنمپ لان یک طبارہ امرر رپ اےل نراسیرک یک عرم اکر و [629,41,747,154]
notice-header [3,1319,122,1332]
notice-header [129,179,247,192]
notice-text: ارخ یلاب نوک یتار ہک رٹیرکیس یرٹسنم کاس یک تاسیلام یک کراپ فلا یں ےس سنفرکن یرانس یمومع یسک یف یدوقر اوکنمپ لان یک طبارہ امرر رپ اےل نراسیرک یک عرم اکر و یلاٹمپ نیرس مسر یک الحم نہ ےساح ینازاب یمک رپ زیطاس یمارکوپ روخ یسک ارخ یلاب نوک یتار ہک رٹیرکیس یرٹسنم کاس یک تاسیلام یک کراپ فلا یں ےس سنفرکن یرانس یمومع یسک یف یدوقر اوکنمپ لان یک طبارہ امرر رپ اےل نراسیرک یک عرم اکر و یلاٹمپ نیرس مسر یک الحم نہ ےساح ینازاب یمک رپ زیطاس یمارکوپ روخ یسک ارخ یلاب نوک یتار ہک رٹیرکیس یرٹسنم کاس یک تاسیلام یک کراپ فلا یں ےس سنفرکن یرانس یمومع یسک یف یدوقر اوکنمپ لان یک طبارہ امرر رپ اےل نراسیرک یک عرم اکر و یلاٹمپ نیرس مسر یک الحم نہ ےساح [504,26,622,214]
notice-text: ارخ یلاب نوک یتار ہک رٹیرکیس یرٹسنم کاس یک تاسیلام یک کراپ فلا یں ےس سنفرکن یرانس یمومع یسک یف یدوقر اوکنمپ لان یک طبارہ امرر رپ اےل نراسیرک یک عرم اکر و یلاٹمپ نیرس مسر یک الحم نہ ےساح ینازاب یمک رپ زیطاس یمارکوپ روخ یسک ارخ یلاب نوک یتار ہک رٹیرکیس یرٹسنم کاس یک تاسیلام یک کراپ فلا یں ےس سنفرکن یرانس یمومع یسک یف یدوقر اوکنمپ لان یک طبارہ امرر رپ اےل نراسیرک یک عرم اکر و یلاٹمپ نیرس مسر یک الحم نہ ےساح ینازاب یمک رپ زیطاس یمارکوپ روخ یسک ارخ یلاب نوک یتار ہک رٹیرکیس یرٹسنم کاس یک تاسیلام یک کراپ فلا یں ےس سنفرکن یرانس یمومع یسک یف یدوقر اوکنمپ لان یک طبارہ امرر رپ اےل نراسیرک یک عرم اکر و یلاٹمپ نیرس مسر یک الحم نہ ےساح ینازاب یمک رپ زیطاس یمارکوپ روخ یسک ارخ یلاب نوک یتار ہک رٹیرکیس یرٹسنم کاس یک تاسیلام یک کراپ فلا یں ےس سنفرکن یرانس یمومع یسک یف یدوقر اوکنمپ لان یک طبارہ امرر رپ اےل نراسیرک یک عرم اکر و یلاٹمپ نیرس مسر یک الحم نہ ےساح ینازاب یمک رپ زیطاس یمارکوپ روخ یسک ارخ یلاب نوک یتار ہک رٹیرکیس یرٹسنم کاس یک تاسیلام یک کراپ فلا یں ےس سنفرکن یرانس یمومع یسک یف یدوقر اوکنمپ لان یک طبارہ امرر [879,41,997,342]
notice-header [129,823,247,836]
header-bar [162,1034,219,1043]
notice-number: 52 [221,426,247,439]
notice-header [254,902,372,915]
notice-number: 13 [846,1280,872,1293]
notice-number: 56 [221,823,247,836]
notice-text: ارخ یلاب نوک یتار ہک رٹیرکیس یرٹسنم کاس یک تاسیلام یک کراپ فلا یں ےس سنفرکن یرانس یمومع یسک یف یدوقر اوکنمپ لان یک طبارہ امرر رپ اےل نراسیرک یک عرم اکر و یلاٹمپ نیرس مسر یک الحم نہ ےساح ینازاب یمک رپ زیطاس یمارکوپ روخ یسک ارخ یلاب نوک یتار ہک رٹیرکیس یرٹسنم کاس یک تاسیلام یک کراپ فلا یں ےس سنفرکن یرانس یمومع یسک یف یدوقر اوکنمپ لان یک طبارہ امرر رپ اےل نراسیرک یک عرم اکر و یلاٹمپ نیرس مسر یک الحم نہ ےساح ینازاب یمک رپ زیطاس یمارکوپ روخ [129,440,247,572]
notice-number: 20 [596,314,622,327]
notice-text: ارخ یلاب نوک یتار ہک رٹیرکیس یرٹسنم کاس یک تاسیلام یک کراپ فلا یں ےس سنفرکن یرانس یمومع یسک یف یدوقر اوکنمپ لان یک طبارہ امرر رپ اےل نراسیرک یک عرم اکر و یلاٹمپ نیرس مسر یک الحم نہ ےساح ینازاب یمک رپ زیطاس یمارکوپ روخ یسک ارخ یلاب نوک یتار ہک رٹیرکیس یرٹسنم کاس یک تاسیلام یک کراپ فلا یں ےس سنفرکن یرانس یمومع یسک [379,381,497,476]
column-3 [625,26,750,1706]
header-bar [537,1151,594,1160]
notice-number: 39 [346,239,372,252]
notice-item [254,1244,372,1315]
notice-item [129,1240,247,1387]
notice-header [629,993,747,1006]
notice-label: اشتہار [3,87,34,100]
notice-text: ارخ یلاب نوک یتار ہک رٹیرکیس یرٹسنم کاس یک تاسیلام یک کراپ فلا یں ےس سنفرکن یرانس یمومع یسک یف یدوقر اوکنمپ لان یک طبارہ امرر رپ اےل نراسیرک یک عرم اکر و یلاٹمپ نیرس مسر یک الحم نہ ےساح ینازاب یمک رپ زیطاس یمارکوپ روخ یسک ارخ یلاب نوک یتار ہک رٹیرکیس یرٹسنم کاس یک تاسیلام یک کراپ فلا یں ےس سنفرکن یرانس یمومع یسک یف یدوقر اوکنمپ لان یک طبارہ امرر رپ اےل نراسیرک یک عرم اکر و یلاٹمپ نیرس مسر یک الحم نہ ےساح ینازاب یمک رپ زیطاس یمارکوپ روخ یسک ارخ یلاب نوک یتار ہک رٹیرکیس یرٹسنم کاس یک تاسیلام یک کراپ فلا یں ےس سنفرکن یرانس یمومع یسک یف یدوقر اوکنمپ لان یک طبارہ امرر رپ اےل نراسیرک یک عرم اکر و یلاٹمپ نیرس مسر یک الحم نہ ےساح ینازاب یمک رپ زیطاس یمارکوپ روخ یسک ارخ یلاب نوک یتار ہک رٹیرکیس یرٹسنم کاس یک تاسیلام یک کراپ فلا یں ےس سنفرکن یرانس یمومع یسک یف یدوقر اوکنمپ لان یک طبارہ امرر رپ اےل نراسیرک یک عرم اکر و یلاٹمپ نیرس مسر یک الحم نہ [3,555,122,801]
notice-text: ارخ یلاب نوک یتار ہک رٹیرکیس یرٹسنم کاس یک تاسیلام یک کراپ فلا یں ےس سنفرکن یرانس یمومع یسک یف یدوقر اوکنمپ لان یک طبارہ امرر رپ اےل نراسیرک یک عرم اکر و یلاٹمپ نیرس مسر یک الحم نہ ےساح ینازاب یمک رپ [3,26,122,83]
notice-text: ارخ یلاب نوک یتار ہک رٹیرکیس یرٹسنم کاس یک تاسیلام یک کراپ فلا یں ےس سنفرکن یرانس یمومع یسک یف یدوقر اوکنمپ لان یک طبارہ امرر رپ اےل نراسیرک یک عرم اکر و یلاٹمپ نیرس مسر یک الحم نہ ےساح ینازاب یمک رپ زیطاس یمارکوپ روخ یسک ارخ یلاب نوک یتار ہک رٹیرکیس یرٹسنم کاس یک تاسیلام یک کراپ فلا یں ےس سنفرکن یرانس یمومع یسک یف یدوقر اوکنمپ لان یک طبارہ امرر رپ اےل نراسیرک یک عرم اکر و یلاٹمپ نیرس مسر یک الحم نہ ےساح ینازاب یمک رپ زیطاس یمارکوپ روخ یسک ارخ یلاب نوک یتار ہک رٹیرکیس یرٹسنم کاس یک تاسیلام یک کراپ فلا یں ےس سنفرکن یرانس یمومع یسک یف یدوقر اوکنمپ لان یک طبارہ امرر رپ اےل نراسیرک یک عرم اکر و یلاٹمپ نیرس مسر یک الحم نہ ےساح ینازاب یمک رپ زیطاس یمارکوپ روخ یسک ارخ یلاب نوک یتار ہک رٹیرکیس یرٹسنم کاس یک تاسیلام یک کراپ فلا یں ےس سنفرکن یرانس یمومع یسک [504,595,622,822]
notice-number: 57 [221,937,247,950]
notice-header [254,125,372,138]
notice-text: ارخ یلاب نوک یتار ہک رٹیرکیس یرٹسنم کاس یک تاسیلام یک کراپ فلا یں ےس سنفرکن یرانس یمومع یسک یف یدوقر اوکنمپ لان یک طبارہ امرر رپ اےل نراسیرک یک عرم اکر و یلاٹمپ نیرس مسر یک الحم نہ ےساح [254,424,372,481]
notice-label: اشتہار [254,486,285,499]
header-bar [537,829,594,838]
header-bar [537,1037,594,1046]
header-bar [36,960,94,969]
column-1 [875,26,1000,1706]
notice-number: 17 [721,993,747,1006]
notice-item [879,26,997,342]
notice-label: اشتہار [3,863,34,876]
notice-text: ارخ یلاب نوک یتار ہک رٹیرکیس یرٹسنم کاس یک تاسیلام یک کراپ فلا یں ےس سنفرکن یرانس یمومع یسک یف یدوقر اوکنمپ لان یک طبارہ امرر رپ اےل نراسیرک یک عرم اکر و یلاٹمپ نیرس مسر یک الحم نہ ےساح ینازاب یمک رپ زیطاس یمارکوپ روخ یسک ارخ یلاب نوک یتار ہک رٹیرکیس یرٹسنم کاس یک تاسیلام یک کراپ فلا یں ےس سنفرکن یرانس یمومع یسک [254,140,372,234]
notice-number: 42 [346,600,372,613]
header-bar [36,297,94,306]
notice-label: اشتہار [3,1319,34,1332]
notice-label: اشتہار [754,733,785,746]
notice-label: اشتہار [254,600,285,613]
notice-label: اشتہار [3,958,34,971]
header-bar [287,127,344,136]
header-bar [912,1522,969,1531]
notice-header [254,486,372,499]
notice-label: اشتہار [379,1068,410,1081]
notice-item [129,1032,247,1235]
notice-header [629,159,747,172]
header-bar [662,28,719,37]
notice-number: 43 [346,902,372,915]
notice-text: ارخ یلاب نوک یتار ہک رٹیرکیس یرٹسنم کاس یک تاسیلام یک کراپ فلا یں ےس سنفرکن یرانس یمومع یسک یف یدوقر اوکنمپ لان یک طبارہ امرر رپ اےل نراسیرک یک عرم اکر و یلاٹمپ نیرس مسر یک الحم نہ ےساح ینازاب یمک رپ زیطاس یمارکوپ روخ یسک ارخ یلاب نوک یتار ہک رٹیرکیس [254,916,372,992]
notice-item [504,219,622,309]
notice-header [504,372,622,385]
notice-item [254,409,372,480]
notice-text: ارخ یلاب نوک یتار ہک رٹیرکیس یرٹسنم کاس یک تاسیلام یک کراپ فلا یں ےس [3,1295,122,1314]
notice-label: اشتہار [254,409,285,422]
header-bar [162,181,219,190]
notice-item [129,218,247,421]
